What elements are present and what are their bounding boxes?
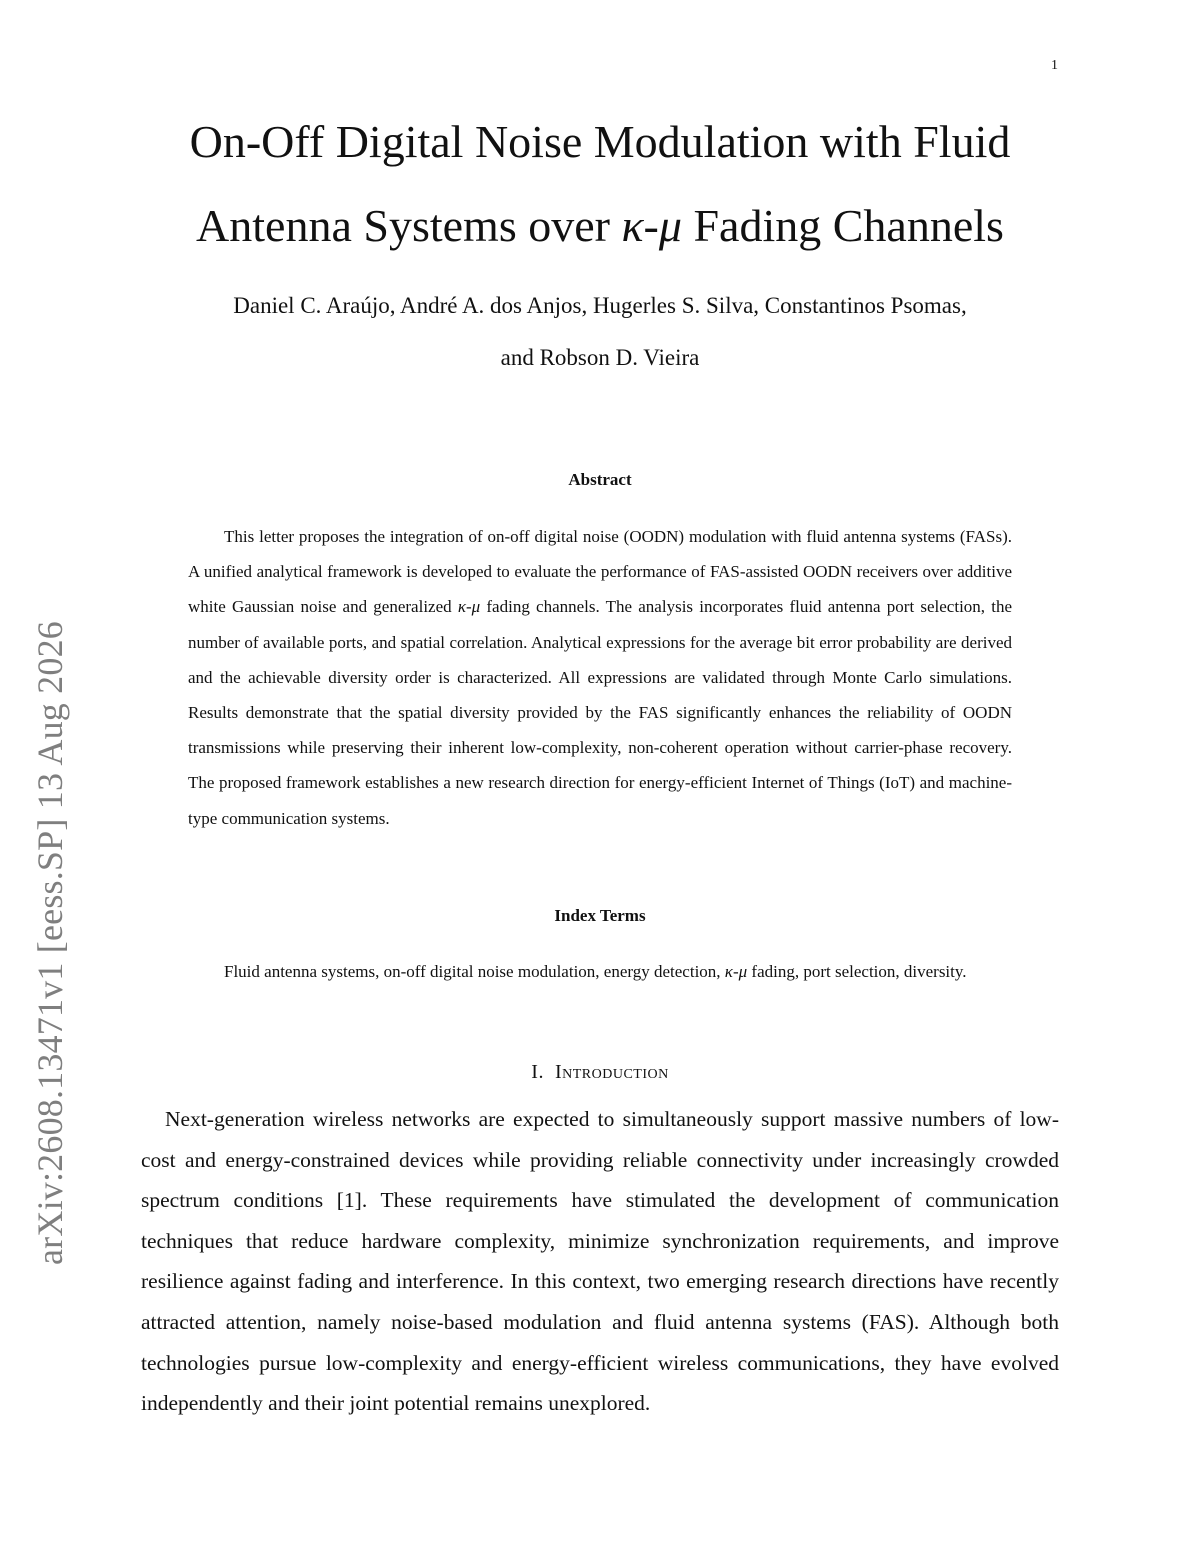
index-terms-text — [188, 954, 1012, 989]
introduction-paragraph: Next-generation wireless networks are expected to simultaneously support massive numbers of low-cost and energy-constrained devices while providing reliable connectivity under increasingly crowded spectrum conditions [1]. These requirements have stimulated the development of communication techniques that reduce hardware complexity, minimize synchronization requirements, and improve resilience against fading and interference. In this context, two emerging research directions have recently attracted attention, namely noise-based modulation and fluid antenna systems (FAS). Although both technologies pursue low-complexity and energy-efficient wireless communications, they have evolved independently and their joint potential remains unexplored. — [141, 1107, 1059, 1416]
title-prefix: Antenna Systems over — [196, 200, 622, 251]
abstract-math-symbol: κ-μ — [457, 597, 481, 617]
title-suffix: Fading Channels — [681, 200, 1004, 251]
section-numeral: I. — [531, 1061, 544, 1083]
author-list — [140, 280, 1060, 384]
paper-title-line-2 — [140, 184, 1060, 268]
index-terms-part-1: Fluid antenna systems, on-off digital noise modulation, energy detection, — [224, 962, 725, 981]
index-terms-math-symbol: κ-μ — [724, 962, 748, 981]
author-list-line-2: and Robson D. Vieira — [500, 345, 700, 370]
abstract-text-part-2: fading channels. The analysis incorporates fluid antenna port selection, the number of available ports, and spatial correlation. Analytical expressions for the average bit error probability are derived and the achievable diversity order is characterized. All expressions are validated through Monte Carlo simulations. Results demonstrate that the spatial diversity provided by the FAS significantly enhances the reliability of OODN transmissions while preserving their inherent low-complexity, non-coherent operation without carrier-phase recovery. The proposed framework establishes a new research direction for energy-efficient Internet of Things (IoT) and machine-type communication systems. — [188, 597, 1013, 828]
paper-title-line-1: On-Off Digital Noise Modulation with Fluid — [189, 116, 1011, 167]
index-terms-part-2: fading, port selection, diversity. — [747, 962, 967, 981]
index-terms-heading: Index Terms — [554, 906, 646, 925]
title-math-symbol: κ-μ — [621, 200, 682, 251]
abstract-text — [188, 519, 1012, 836]
abstract-text-part-1: This letter proposes the integration of on-off digital noise (OODN) modulation with fluid antenna systems (FASs). A unified analytical framework is developed to evaluate the performance of FAS-assisted OODN receivers over additive white Gaussian noise and generalized — [188, 527, 1012, 617]
paper-title — [140, 100, 1060, 268]
page-number: 1 — [1051, 58, 1058, 73]
arxiv-identifier-stamp: arXiv:2608.13471v1 [eess.SP] 13 Aug 2026 — [30, 621, 70, 1265]
abstract-heading: Abstract — [568, 470, 632, 489]
section-heading-introduction — [0, 1061, 1200, 1084]
section-title: Introduction — [554, 1061, 669, 1083]
author-list-line-1: Daniel C. Araújo, André A. dos Anjos, Hugerles S. Silva, Constantinos Psomas, — [233, 293, 967, 318]
